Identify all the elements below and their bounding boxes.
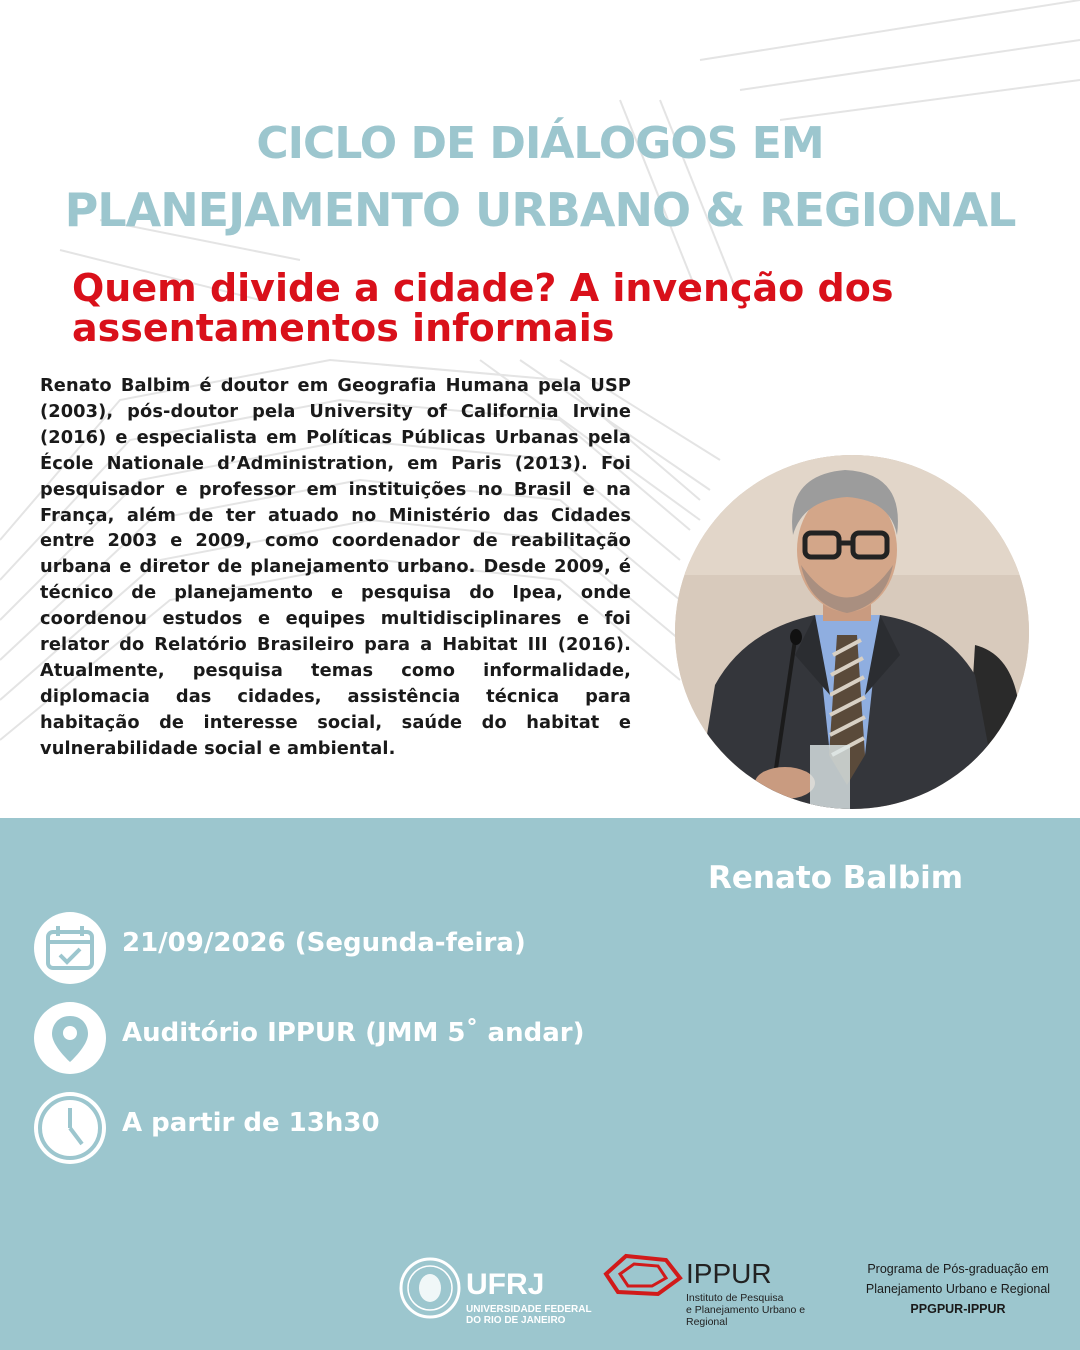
- ippur-name: IPPUR: [686, 1258, 772, 1289]
- program-line2: Planejamento Urbano e Regional: [865, 1282, 1051, 1296]
- program-credit: [852, 1259, 1064, 1319]
- ippur-logo: [600, 1250, 845, 1330]
- ufrj-subtitle-line2: DO RIO DE JANEIRO: [466, 1315, 566, 1326]
- speaker-bio: Renato Balbim é doutor em Geografia Humana pela USP (2003), pós-doutor pela University of California Irvine (2016) e especialista em Políticas Públicas Urbanas pela École Nationale d’Administration, em Paris (2013). Foi pesquisador e professor em instituições no Brasil e na França, além de ter atuado no Ministério das Cidades entre 2003 e 2009, como coordenador de reabilitação urbana e diretor de planejamento urbano. Desde 2009, é técnico de planejamento e pesquisa do Ipea, onde coordenou estudos e equipes multidisciplinares e foi relator do Relatório Brasileiro para a Habitat III (2016). Atualmente, pesquisa temas como informalidade, diplomacia das cidades, assistência técnica para habitação de interesse social, saúde do habitat e vulnerabilidade social e ambiental.: [40, 375, 631, 759]
- ippur-subtitle-line2: e Planejamento Urbano e Regional: [686, 1304, 806, 1328]
- speaker-portrait-illustration: [675, 455, 1029, 809]
- speaker-name: Renato Balbim: [708, 860, 964, 896]
- clock-icon: [34, 1092, 106, 1164]
- event-location: Auditório IPPUR (JMM 5˚ andar): [122, 1018, 585, 1048]
- ufrj-logo: [398, 1248, 598, 1328]
- event-series-title-line2: PLANEJAMENTO URBANO & REGIONAL: [64, 183, 1016, 237]
- calendar-icon: [34, 912, 106, 984]
- ufrj-name: UFRJ: [466, 1268, 545, 1301]
- program-acronym: PPGPUR-IPPUR: [910, 1302, 1006, 1316]
- speaker-photo: [675, 455, 1029, 809]
- ippur-subtitle-line1: Instituto de Pesquisa: [686, 1292, 784, 1304]
- ufrj-emblem-icon: [398, 1248, 462, 1328]
- program-line1: Programa de Pós-graduação em: [867, 1262, 1049, 1276]
- ufrj-subtitle-line1: UNIVERSIDADE FEDERAL: [466, 1304, 592, 1315]
- ippur-subtitle: [686, 1292, 845, 1328]
- talk-title: Quem divide a cidade? A invenção dos assentamentos informais: [72, 266, 894, 350]
- event-date: 21/09/2026 (Segunda-feira): [122, 928, 526, 958]
- event-series-title-line1: CICLO DE DIÁLOGOS EM: [256, 118, 824, 169]
- ippur-emblem-icon: [600, 1250, 684, 1300]
- event-time: A partir de 13h30: [122, 1108, 380, 1138]
- ufrj-subtitle: [466, 1304, 592, 1326]
- location-pin-icon: [34, 1002, 106, 1074]
